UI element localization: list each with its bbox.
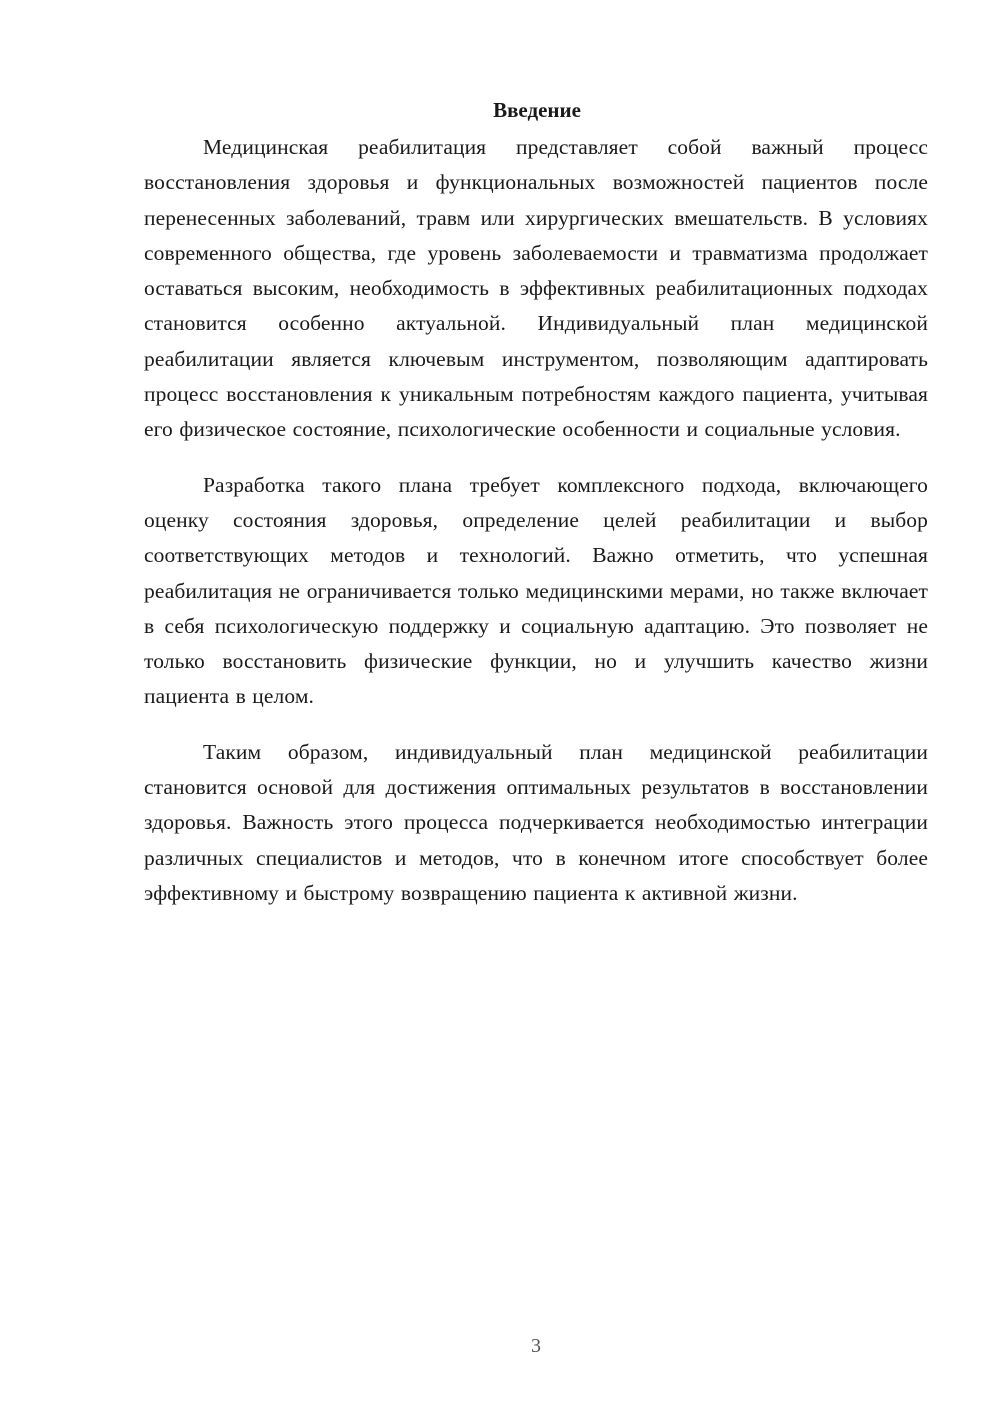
paragraph-2: Разработка такого плана требует комплексного подхода, включающего оценку состояния здоровья, определение целей реабилитации и выбор соответствующих методов и технологий. Важно отметить, что успешная реабилитация не ограничивается только медицинскими мерами, но также включает в себя психологическую поддержку и социальную адаптацию. Это позволяет не только восстановить физические функции, но и улучшить качество жизни пациента в целом.: [144, 472, 928, 709]
paragraph-3: Таким образом, индивидуальный план медицинской реабилитации становится основой для достижения оптимальных результатов в восстановлении здоровья. Важность этого процесса подчеркивается необходимостью интеграции различных специалистов и методов, что в конечном итоге способствует более эффективному и быстрому возвращению пациента к активной жизни.: [144, 739, 928, 905]
section-title: Введение: [493, 98, 581, 122]
paragraph-1: Медицинская реабилитация представляет собой важный процесс восстановления здоровья и функциональных возможностей пациентов после перенесенных заболеваний, травм или хирургических вмешательств. В условиях современного общества, где уровень заболеваемости и травматизма продолжает оставаться высоким, необходимость в эффективных реабилитационных подходах становится особенно актуальной. Индивидуальный план медицинской реабилитации является ключевым инструментом, позволяющим адаптировать процесс восстановления к уникальным потребностям каждого пациента, учитывая его физическое состояние, психологические особенности и социальные условия.: [144, 135, 928, 442]
page-number: 3: [531, 1335, 541, 1357]
page-content: [144, 92, 928, 931]
